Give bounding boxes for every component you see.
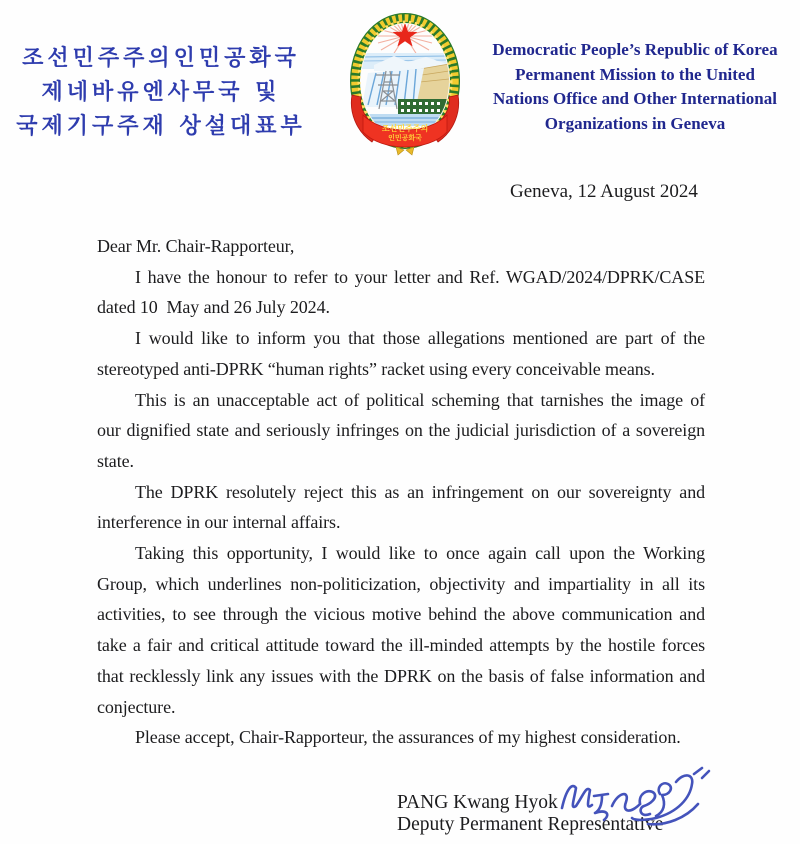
body-line: Group, which underlines non-politicization, objectivity and impartiality in all its bbox=[97, 573, 705, 594]
body-line: This is an unacceptable act of political scheming that tarnishes the image of bbox=[135, 389, 705, 410]
english-line-1: Democratic People’s Republic of Korea bbox=[492, 40, 778, 59]
korean-line-1: 조선민주주의인민공화국 bbox=[22, 46, 300, 71]
body-line: I would like to inform you that those allegations mentioned are part of the bbox=[135, 328, 705, 349]
letter-body bbox=[97, 231, 705, 753]
letterhead-korean bbox=[8, 42, 314, 144]
body-line: take a fair and critical attitude toward the ill-minded attempts by the hostile forces bbox=[97, 635, 705, 656]
body-line: that recklessly link any issues with the DPRK on the basis of false information and bbox=[97, 665, 705, 686]
body-line: state. bbox=[97, 450, 134, 471]
signatory-title: Deputy Permanent Representative bbox=[397, 813, 664, 835]
date-line: Geneva, 12 August 2024 bbox=[510, 181, 698, 202]
signatory-name: PANG Kwang Hyok bbox=[397, 792, 558, 813]
ribbon-text-line2: 인민공화국 bbox=[388, 134, 422, 142]
body-line: conjecture. bbox=[97, 696, 176, 717]
korean-line-2: 제네바유엔사무국 및 bbox=[41, 80, 281, 105]
power-station bbox=[398, 99, 448, 116]
body-line: I have the honour to refer to your letter and Ref. WGAD/2024/DPRK/CASE bbox=[135, 266, 705, 287]
ribbon-text-line1: 조선민주주의 bbox=[381, 124, 429, 133]
body-line: stereotyped anti-DPRK “human rights” racket using every conceivable means. bbox=[97, 358, 655, 379]
english-line-2: Permanent Mission to the United bbox=[515, 64, 755, 84]
body-line: Taking this opportunity, I would like to once again call upon the Working bbox=[135, 543, 705, 564]
body-line: interference in our internal affairs. bbox=[97, 512, 341, 533]
korean-line-3: 국제기구주재 상설대표부 bbox=[16, 114, 306, 139]
letterhead-english bbox=[475, 38, 795, 136]
body-line: Please accept, Chair-Rapporteur, the assurances of my highest consideration. bbox=[135, 727, 681, 748]
handwritten-signature-icon bbox=[548, 760, 720, 834]
english-line-4: Organizations in Geneva bbox=[544, 113, 726, 133]
body-line: The DPRK resolutely reject this as an infringement on our sovereignty and bbox=[135, 481, 705, 502]
body-line: Dear Mr. Chair-Rapporteur, bbox=[97, 236, 295, 256]
body-line: our dignified state and seriously infringes on the judicial jurisdiction of a sovereign bbox=[97, 420, 705, 441]
body-line: activities, to see through the vicious motive behind the above communication and bbox=[97, 604, 705, 625]
dprk-national-emblem-icon bbox=[346, 8, 464, 162]
english-line-3: Nations Office and Other International bbox=[493, 89, 777, 108]
body-line: dated 10 May and 26 July 2024. bbox=[97, 297, 330, 318]
